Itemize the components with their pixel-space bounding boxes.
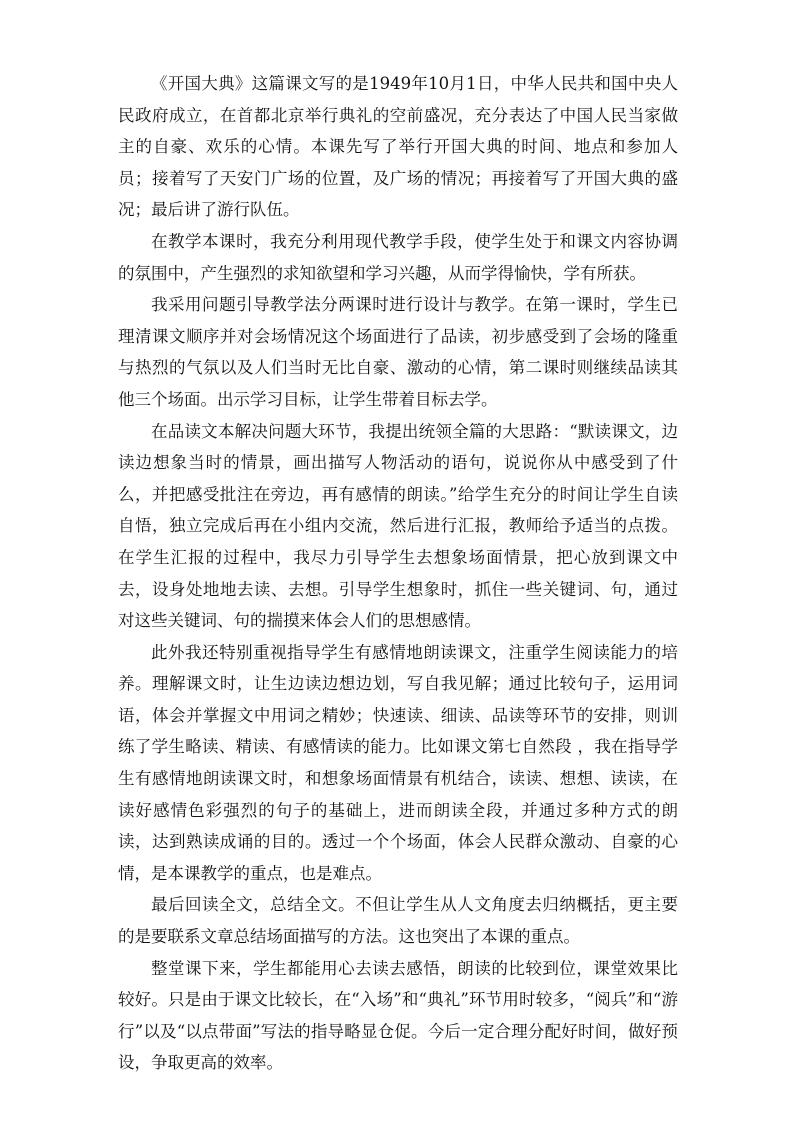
paragraph-intro: 《开国大典》这篇课文写的是1949年10月1日，中华人民共和国中央人民政府成立，在首都北京举行典礼的空前盛况，充分表达了中国人民当家做主的自豪、欢乐的心情。本课先写了举行开国大典的时间、地点和参加人员；接着写了天安门广场的位置，及广场的情况；再接着写了开国大典的盛况；最后讲了游行队伍。 — [118, 74, 678, 220]
paragraph-summary: 最后回读全文，总结全文。不但让学生从人文角度去归纳概括，更主要的是要联系文章总结场面描写的方法。这也突出了本课的重点。 — [118, 895, 678, 947]
paragraph-teaching-means: 在教学本课时，我充分利用现代教学手段，使学生处于和课文内容协调的氛围中，产生强烈的求知欲望和学习兴趣，从而学得愉快，学有所获。 — [118, 231, 678, 283]
paragraph-reading-approach: 在品读文本解决问题大环节，我提出统领全篇的大思路：“默读课文，边读边想象当时的情景，画出描写人物活动的语句，说说你从中感受到了什么，并把感受批注在旁边，再有感情的朗读。”给学生充分的时间让学生自读自悟，独立完成后再在小组内交流，然后进行汇报，教师给予适当的点拨。在学生汇报的过程中，我尽力引导学生去想象场面情景，把心放到课文中去，设身处地地去读、去想。引导学生想象时，抓住一些关键词、句，通过对这些关键词、句的揣摸来体会人们的思想感情。 — [118, 421, 678, 631]
paragraph-emotional-reading: 此外我还特别重视指导学生有感情地朗读课文，注重学生阅读能力的培养。理解课文时，让生边读边想边划，写自我见解；通过比较句子，运用词语，体会并掌握文中用词之精妙；快速读、细读、品读等环节的安排，则训练了学生略读、精读、有感情读的能力。比如课文第七自然段 ，我在指导学生有感情地朗读课文时，和想象场面情景有机结合，读读、想想、读读，在读好感情色彩强烈的句子的基础上，进而朗读全段，并通过多种方式的朗读，达到熟读成诵的目的。透过一个个场面，体会人民群众激动、自豪的心情，是本课教学的重点，也是难点。 — [118, 642, 678, 883]
paragraph-method: 我采用问题引导教学法分两课时进行设计与教学。在第一课时，学生已理清课文顺序并对会场情况这个场面进行了品读，初步感受到了会场的隆重与热烈的气氛以及人们当时无比自豪、激动的心情，第二课时则继续品读其他三个场面。出示学习目标，让学生带着目标去学。 — [118, 295, 678, 409]
paragraph-reflection: 整堂课下来，学生都能用心去读去感悟，朗读的比较到位，课堂效果比较好。只是由于课文比较长，在“入场”和“典礼”环节用时较多，“阅兵”和“游行”以及“以点带面”写法的指导略显仓促。今后一定合理分配好时间，做好预设，争取更高的效率。 — [118, 958, 678, 1073]
document-body — [118, 68, 678, 1079]
